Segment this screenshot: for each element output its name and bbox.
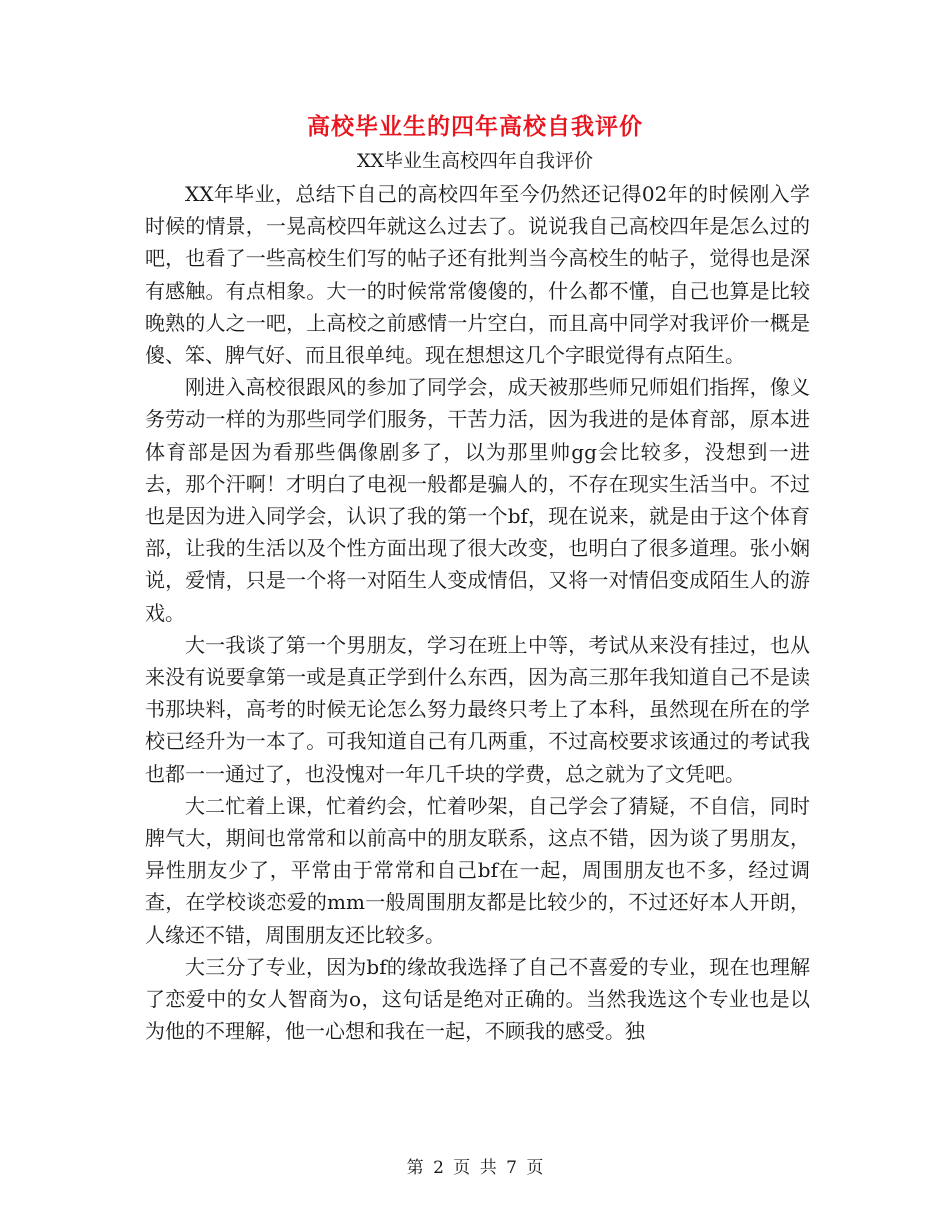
document-title: 高校毕业生的四年高校自我评价	[307, 114, 643, 140]
paragraph-4: 大二忙着上课，忙着约会，忙着吵架，自己学会了猜疑，不自信，同时脾气大，期间也常常和以前高中的朋友联系，这点不错，因为谈了男朋友，异性朋友少了，平常由于常常和自己bf在一起，周围朋友也不多，经过调查，在学校谈恋爱的mm一般周围朋友都是比较少的，不过还好本人开朗，人缘还不错，周围朋友还比较多。	[145, 793, 810, 947]
paragraph-5: 大三分了专业，因为bf的缘故我选择了自己不喜爱的专业，现在也理解了恋爱中的女人智商为o，这句话是绝对正确的。当然我选这个专业也是以为他的不理解，他一心想和我在一起，不顾我的感受。独	[145, 954, 810, 1044]
paragraph-3: 大一我谈了第一个男朋友，学习在班上中等，考试从来没有挂过，也从来没有说要拿第一或是真正学到什么东西，因为高三那年我知道自己不是读书那块料，高考的时候无论怎么努力最终只考上了本科，虽然现在所在的学校已经升为一本了。可我知道自己有几两重，不过高校要求该通过的考试我也都一一通过了，也没愧对一年几千块的学费，总之就为了文凭吧。	[145, 632, 810, 786]
page-footer: 第 2 页 共 7 页	[406, 1158, 544, 1178]
paragraph-2: 刚进入高校很跟风的参加了同学会，成天被那些师兄师姐们指挥，像义务劳动一样的为那些同学们服务，干苦力活，因为我进的是体育部，原本进体育部是因为看那些偶像剧多了，以为那里帅gg会比较多，没想到一进去，那个汗啊！才明白了电视一般都是骗人的，不存在现实生活当中。不过也是因为进入同学会，认识了我的第一个bf，现在说来，就是由于这个体育部，让我的生活以及个性方面出现了很大改变，也明白了很多道理。张小娴说，爱情，只是一个将一对陌生人变成情侣，又将一对情侣变成陌生人的游戏。	[145, 375, 810, 625]
document-body	[145, 178, 810, 1047]
paragraph-1: XX年毕业，总结下自己的高校四年至今仍然还记得02年的时候刚入学时候的情景，一晃高校四年就这么过去了。说说我自己高校四年是怎么过的吧，也看了一些高校生们写的帖子还有批判当今高校生的帖子，觉得也是深有感触。有点相象。大一的时候常常傻傻的，什么都不懂，自己也算是比较晚熟的人之一吧，上高校之前感情一片空白，而且高中同学对我评价一概是傻、笨、脾气好、而且很单纯。现在想想这几个字眼觉得有点陌生。	[145, 182, 810, 368]
document-subtitle: XX毕业生高校四年自我评价	[356, 150, 594, 172]
